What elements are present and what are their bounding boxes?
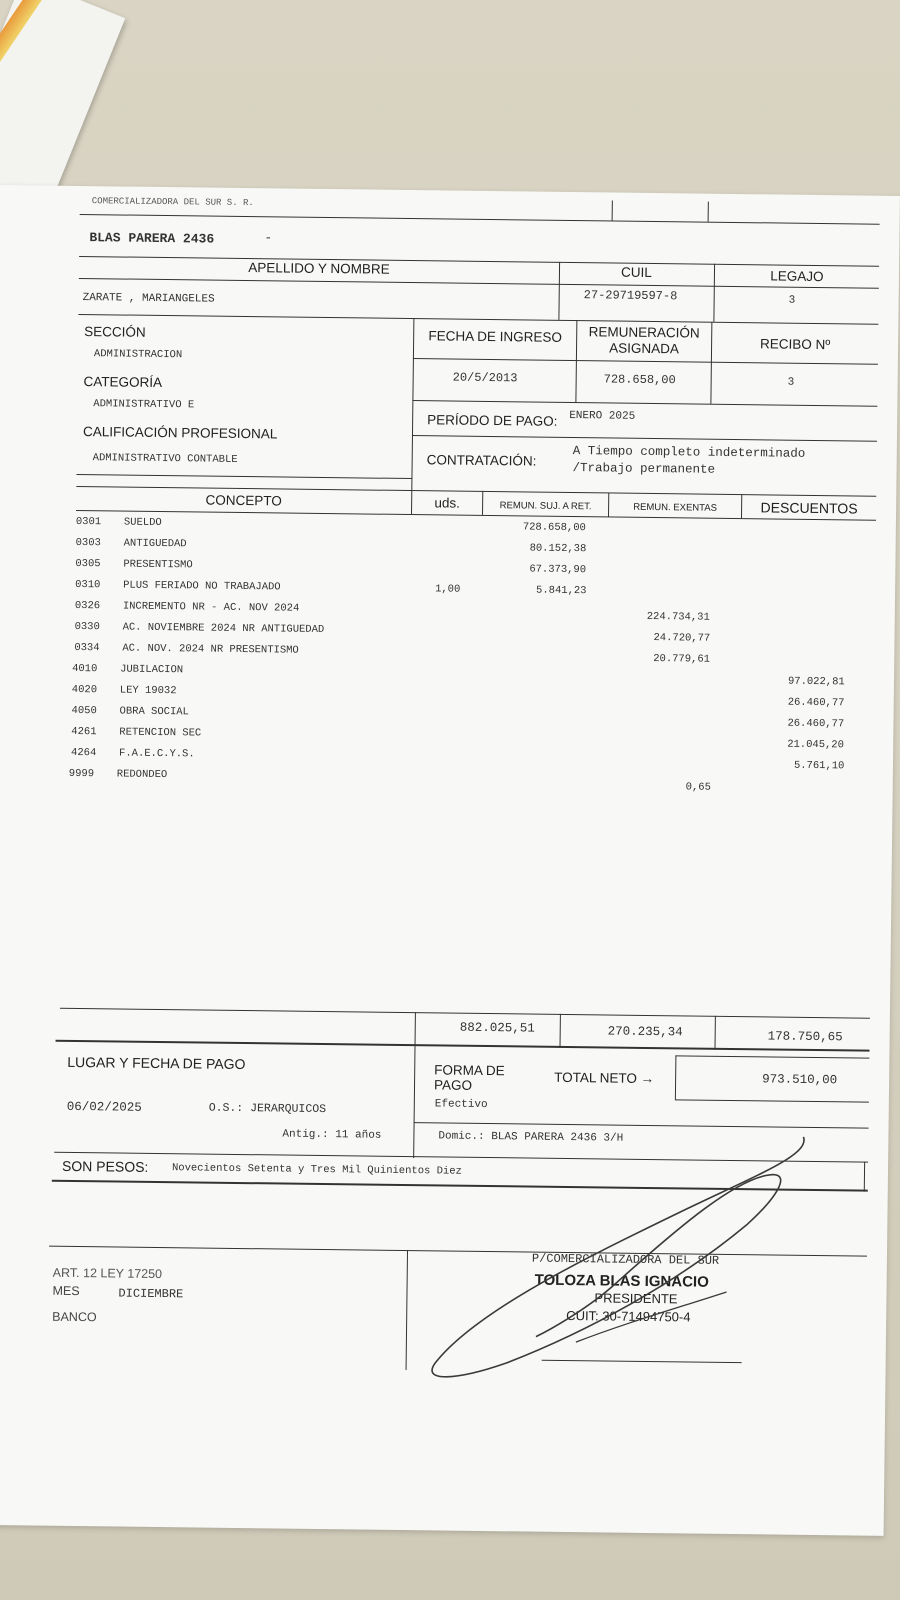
label-descuentos: DESCUENTOS xyxy=(760,499,858,517)
employee-legajo: 3 xyxy=(788,294,796,307)
mes-value: DICIEMBRE xyxy=(118,1286,184,1302)
rule xyxy=(708,202,709,222)
label-concepto: CONCEPTO xyxy=(205,492,282,509)
rule xyxy=(482,491,483,515)
obra-social: O.S.: JERARQUICOS xyxy=(208,1101,327,1117)
item-concept: INCREMENTO NR - AC. NOV 2024 xyxy=(122,600,300,615)
label-apellido-nombre: APELLIDO Y NOMBRE xyxy=(248,260,390,277)
item-remun-suj: 67.373,90 xyxy=(529,563,587,577)
paper-stack-edge xyxy=(0,0,48,73)
stamp-cuit: CUIT: 30-71494750-4 xyxy=(566,1308,691,1325)
rule xyxy=(714,1016,715,1050)
item-code: 0305 xyxy=(75,557,101,571)
employee-contratacion-line1: A Tiempo completo indeterminado xyxy=(572,444,806,461)
item-code: 0310 xyxy=(75,578,101,592)
rule xyxy=(78,314,878,325)
rule xyxy=(559,1014,560,1048)
company-address: BLAS PARERA 2436 xyxy=(89,230,215,247)
paper-stack-corner xyxy=(0,0,125,213)
employee-seccion: ADMINISTRACION xyxy=(93,348,183,362)
item-code: 0301 xyxy=(75,515,102,529)
item-concept: PRESENTISMO xyxy=(123,558,193,572)
rule xyxy=(76,474,412,479)
item-remun-exentas: 0,65 xyxy=(685,781,711,794)
item-uds: 1,00 xyxy=(435,583,461,596)
item-concept: OBRA SOCIAL xyxy=(119,705,189,719)
item-concept: AC. NOV. 2024 NR PRESENTISMO xyxy=(122,642,299,657)
item-code: 4261 xyxy=(71,725,97,739)
rule xyxy=(412,435,877,442)
payslip-sheet xyxy=(0,185,900,1536)
fecha-pago: 06/02/2025 xyxy=(66,1099,142,1115)
domicilio: Domic.: BLAS PARERA 2436 3/H xyxy=(438,1130,624,1145)
rule xyxy=(406,1250,408,1370)
employee-name: ZARATE , MARIANGELES xyxy=(82,292,215,306)
stamp-title: PRESIDENTE xyxy=(594,1290,678,1307)
total-neto-value: 973.510,00 xyxy=(762,1072,838,1088)
label-uds: uds. xyxy=(434,495,461,511)
forma-pago-value: Efectivo xyxy=(434,1098,488,1112)
label-remun-exentas: REMUN. EXENTAS xyxy=(633,501,718,514)
rule xyxy=(80,214,880,225)
item-concept: F.A.E.C.Y.S. xyxy=(118,747,195,761)
employee-contratacion-line2: /Trabajo permanente xyxy=(572,461,716,477)
employee-recibo: 3 xyxy=(787,376,795,389)
item-code: 4264 xyxy=(70,746,97,760)
label-remuneracion-asignada: REMUNERACIÓN ASIGNADA xyxy=(588,324,700,357)
rule xyxy=(675,1055,677,1099)
label-legajo: LEGAJO xyxy=(770,268,824,285)
employee-calificacion: ADMINISTRATIVO CONTABLE xyxy=(92,452,238,466)
rule xyxy=(411,490,412,514)
label-contratacion: CONTRATACIÓN: xyxy=(426,452,537,469)
rule xyxy=(612,200,613,220)
rule xyxy=(558,262,560,320)
rule xyxy=(413,358,878,365)
stamp-name: TOLOZA BLAS IGNACIO xyxy=(534,1271,709,1291)
label-forma-pago: FORMA DE PAGO xyxy=(433,1062,505,1093)
label-categoria: CATEGORÍA xyxy=(83,374,163,390)
label-mes: MES xyxy=(52,1283,80,1299)
item-code: 0326 xyxy=(74,599,101,613)
label-seccion: SECCIÓN xyxy=(84,324,146,340)
total-remun-exentas: 270.235,34 xyxy=(607,1024,683,1040)
item-code: 0303 xyxy=(75,536,101,550)
rule xyxy=(608,492,609,516)
rule xyxy=(415,1012,416,1046)
employee-categoria: ADMINISTRATIVO E xyxy=(93,398,195,412)
item-concept: AC. NOVIEMBRE 2024 NR ANTIGUEDAD xyxy=(122,621,325,636)
rule xyxy=(675,1055,869,1058)
item-remun-exentas: 24.720,77 xyxy=(653,632,711,645)
item-descuento: 5.761,10 xyxy=(793,759,845,773)
item-descuento: 21.045,20 xyxy=(787,738,845,752)
item-code: 4050 xyxy=(71,704,97,718)
rule xyxy=(864,1162,865,1192)
employee-cuil: 27-29719597-8 xyxy=(583,288,678,304)
item-descuento: 26.460,77 xyxy=(787,696,845,710)
item-remun-exentas: 224.734,31 xyxy=(646,610,710,624)
label-cuil: CUIL xyxy=(621,264,652,280)
handwritten-signature xyxy=(415,1130,818,1395)
employee-periodo: ENERO 2025 xyxy=(569,409,636,423)
employee-remuneracion: 728.658,00 xyxy=(603,372,676,388)
rule xyxy=(412,400,877,407)
item-code: 4020 xyxy=(71,683,98,697)
item-descuento: 26.460,77 xyxy=(787,717,845,731)
art-ley: ART. 12 LEY 17250 xyxy=(52,1265,163,1282)
employee-fecha-ingreso: 20/5/2013 xyxy=(452,370,518,386)
item-code: 0334 xyxy=(74,641,100,655)
item-concept: PLUS FERIADO NO TRABAJADO xyxy=(123,579,281,594)
item-remun-suj: 80.152,38 xyxy=(529,542,587,556)
item-descuento: 97.022,81 xyxy=(787,675,845,689)
item-concept: JUBILACION xyxy=(120,663,184,677)
rule xyxy=(675,1099,869,1102)
rule xyxy=(413,1046,415,1158)
label-fecha-ingreso: FECHA DE INGRESO xyxy=(428,328,563,345)
item-code: 9999 xyxy=(68,767,95,781)
rule xyxy=(414,1122,869,1129)
label-total-neto: TOTAL NETO → xyxy=(554,1069,655,1087)
total-remun-suj: 882.025,51 xyxy=(459,1020,535,1036)
item-concept: SUELDO xyxy=(123,516,162,530)
item-remun-suj: 728.658,00 xyxy=(522,521,586,535)
company-line: COMERCIALIZADORA DEL SUR S. R. xyxy=(91,196,254,209)
item-concept: LEY 19032 xyxy=(119,684,177,698)
item-concept: RETENCION SEC xyxy=(119,726,202,740)
address-dash: - xyxy=(264,230,273,246)
item-concept: ANTIGUEDAD xyxy=(123,537,187,551)
label-recibo: RECIBO Nº xyxy=(759,336,831,353)
son-pesos-text: Novecientos Setenta y Tres Mil Quinientos Diez xyxy=(171,1162,462,1178)
stamp-company: P/COMERCIALIZADORA DEL SUR xyxy=(531,1251,720,1268)
rule xyxy=(60,1008,870,1019)
rule xyxy=(713,264,715,322)
rule xyxy=(56,1040,870,1052)
rule xyxy=(411,318,414,490)
antiguedad: Antig.: 11 años xyxy=(282,1128,382,1142)
item-concept: REDONDEO xyxy=(116,768,168,782)
item-code: 4010 xyxy=(72,662,98,676)
label-son-pesos: SON PESOS: xyxy=(61,1157,149,1175)
label-remun-suj: REMUN. SUJ. A RET. xyxy=(499,500,592,513)
label-periodo-pago: PERÍODO DE PAGO: xyxy=(427,412,558,429)
label-banco: BANCO xyxy=(52,1309,97,1325)
label-lugar-fecha: LUGAR Y FECHA DE PAGO xyxy=(67,1053,246,1073)
item-remun-exentas: 20.779,61 xyxy=(653,653,711,666)
total-descuentos: 178.750,65 xyxy=(767,1029,843,1045)
label-calificacion: CALIFICACIÓN PROFESIONAL xyxy=(82,424,278,442)
item-code: 0330 xyxy=(74,620,100,634)
item-remun-suj: 5.841,23 xyxy=(536,584,587,598)
